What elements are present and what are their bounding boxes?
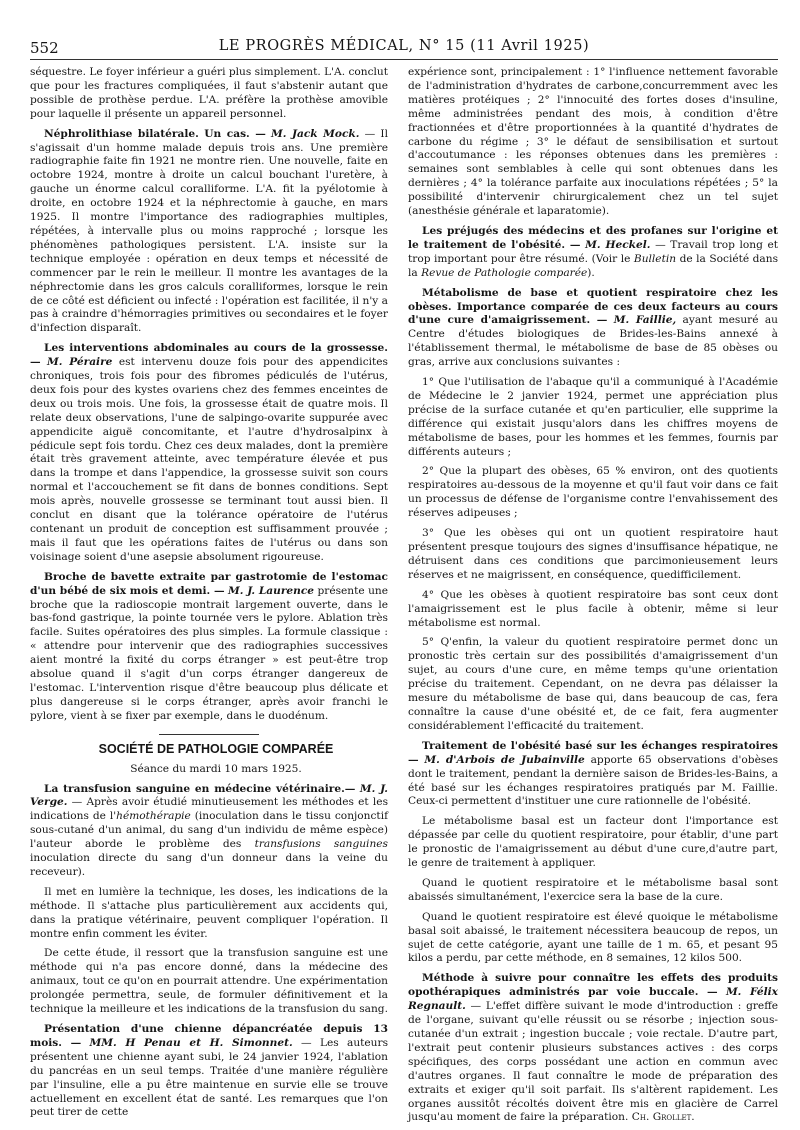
section-date: Séance du mardi 10 mars 1925.	[130, 762, 302, 775]
article-body: inoculation directe du sang d'un donneur dans la veine du receveur).	[30, 852, 388, 878]
article-body: ayant mesuré au Centre d'études biologiques de Brides-les-Bains annexé à l'établissement thermal, le métabolisme de base de 85 obèses ou gras, arrive aux conclusions suivantes :	[408, 314, 778, 369]
article-body: est intervenu douze fois pour des appendicites chroniques, trois fois pour des fibromes pédiculés de l'utérus, deux fois pour des kystes ovariens chez des femmes enceintes de deux ou trois mois. Une fois, la grossesse était de quatre mois. Il relate deux observations, l'une de salpingo-ovarite suppurée avec appendicite aiguë concomitante, et l'autre d'hydrosalpinx à pédicule sept fois tordu. Chez ces deux malades, dont la première était très gravement atteinte, avec température élevée et pus dans la trompe et dans l'appendice, la grossesse suivit son cours normal et l'accouchement se fit dans de bonnes conditions. Sept mois après, nouvelle grossesse se terminant tout aussi bien. Il conclut en disant que la tolérance opératoire de l'utérus contenant un produit de conception est suffisamment prouvée ; mais il faut que les opérations faites de l'utérus ou dans son voisinage soient d'une asepsie absolument rigoureuse.	[30, 356, 388, 563]
conclusion-item: 3° Que les obèses qui ont un quotient respiratoire haut présentent presque toujours des signes d'insuffisance hépatique, ne détruisent dans ces conditions que parcimonieusement leurs réserves et ne maigrissent, en conséquence, quedifficilement.	[408, 527, 778, 581]
conclusion-item: 5° Q'enfin, la valeur du quotient respiratoire permet donc un pronostic très certain sur des possibilités d'amaigrissement d'un sujet, au cours d'une cure, en même temps qu'une orientation précise du traitement. Cependant, on ne devra pas délaisser la mesure du métabolisme de base qui, dans beaucoup de cas, fera connaître la cause d'une obésité et, de ce fait, fera augmenter considérablement l'efficacité du traitement.	[408, 636, 778, 732]
journal-title: LE PROGRÈS MÉDICAL, N° 15 (11 Avril 1925)	[218, 38, 590, 54]
article-body: de la Société dans la	[408, 252, 779, 279]
article-author: M. Faillie,	[613, 314, 677, 327]
paragraph: Quand le quotient respiratoire et le métabolisme basal sont abaissés simultanément, l'exercice sera la base de la cure.	[408, 876, 778, 903]
article-body: apporte 65 observations d'obèses dont le traitement, pendant la dernière saison de Brides-les-Bains, a été basé sur les échanges respiratoires pratiqués par M. Faillie. Ceux-ci permettent d'instituer une cure rationnelle de l'obésité.	[408, 753, 779, 808]
article-italic: Bulletin	[633, 252, 677, 265]
right-column	[408, 66, 778, 1125]
article-title: La transfusion sanguine en médecine vétérinaire.—	[44, 782, 356, 795]
article-author: M. J. Laurence	[228, 584, 315, 597]
article-traitement	[408, 740, 778, 810]
article-body: présente une broche que la radioscopie montrait largement ouverte, dans le bas-fond gastrique, la pointe tournée vers le pylore. Ablation très facile. Suites opératoires des plus simples. La formule classique : « attendre pour intervenir que des radiographies successives aient montré la fixité du corps étranger » est peut-être trop absolue quand il s'agit d'un corps étranger dangereux de l'estomac. L'intervention risque d'être beaucoup plus délicate et plus dangereuse si le corps étranger, après avoir franchi le pylore, vient à se fixer par exemple, dans le duodénum.	[30, 584, 388, 722]
article-title: Broche de bavette extraite par gastrotomie de l'estomac d'un bébé de six mois et demi. —	[30, 570, 388, 597]
left-column	[30, 66, 388, 1120]
article-methode	[408, 972, 778, 1125]
article-body: ).	[587, 266, 595, 279]
article-title: Métabolisme de base et quotient respiratoire chez les obèses. Importance comparée de ces deux facteurs au cours d'une cure d'amaigrissement. —	[408, 286, 778, 327]
article-body: — Il s'agissait d'un homme malade depuis trois ans. Une première radiographie faite fin 1921 ne montre rien. Une nouvelle, faite en octobre 1924, montre à droite un calcul bouchant l'uretère, à gauche un énorme calcul coralliforme. L'A. fit la pyélotomie à droite, en octobre 1924 et la néphrectomie à gauche, en mars 1925. Il montre l'importance des radiographies multiples, répétées, à intervalle plus ou moins rapproché ; lorsque les phénomènes pathologiques persistent. L'A. insiste sur la technique employée : opération en deux temps et nécessité de commencer par le rein le meilleur. Il montre les avantages de la néphrectomie dans les gros calculs coralliformes, lorsque le rein de ce côté est déficient ou infecté : l'opération est facilitée, il n'y a pas à craindre d'hémorragies primitives ou secondaires et le foyer d'infection disparaît.	[30, 127, 389, 335]
section-divider	[159, 734, 259, 735]
article-body: — Après avoir étudié minutieusement les méthodes et les indications de l'	[30, 796, 389, 823]
article-chienne	[30, 1023, 388, 1120]
article-metabolisme	[408, 287, 778, 370]
paragraph: Quand le quotient respiratoire est élevé quoique le métabolisme basal soit abaissé, le traitement nécessitera beaucoup de repos, un sujet de cette catégorie, ayant une taille de 1 m. 65, et pesant 95 kilos a perdu, par cette méthode, en 8 semaines, 12 kilos 500.	[408, 910, 778, 965]
article-author: M. Jack Mock.	[271, 127, 360, 140]
article-author: MM. H Penau et H. Simonnet.	[89, 1036, 293, 1049]
article-title: Les interventions abdominales au cours de la grossesse. —	[30, 342, 388, 369]
article-title: Néphrolithiase bilatérale. Un cas. —	[44, 127, 266, 140]
page-number: 552	[30, 39, 59, 57]
article-italic: hémothérapie	[116, 810, 191, 823]
article-title: Méthode à suivre pour connaître les effets des produits opothérapiques administrés par voie buccale. —	[408, 972, 778, 999]
signature: Ch. Grollet.	[631, 1111, 695, 1124]
article-nephrolithiase	[30, 128, 388, 337]
article-broche	[30, 571, 388, 724]
article-title: Présentation d'une chienne dépancréatée depuis 13 mois. —	[30, 1023, 388, 1049]
running-header	[30, 37, 778, 60]
conclusion-item: 4° Que les obèses à quotient respiratoire bas sont ceux dont l'amaigrissement est le plus facile à obtenir, même si leur métabolisme est normal.	[408, 588, 778, 629]
conclusion-item: 2° Que la plupart des obèses, 65 % environ, ont des quotients respiratoires au-dessous de la moyenne et qu'il faut voir dans ce fait un processus de défense de l'organisme contre l'envahissement des réserves adipeuses ;	[408, 465, 778, 520]
article-prejuges	[408, 225, 778, 281]
paragraph: Il met en lumière la technique, les doses, les indications de la méthode. Il s'attache plus particulièrement aux accidents qui, dans la pratique vétérinaire, peuvent compliquer l'opération. Il montre enfin comment les éviter.	[30, 885, 388, 940]
section-title: SOCIÉTÉ DE PATHOLOGIE COMPARÉE	[98, 741, 334, 756]
article-title: Les préjugés des médecins et des profanes sur l'origine et le traitement de l'obésité. —	[408, 224, 778, 251]
article-italic: Revue de Pathologie comparée	[421, 266, 588, 279]
article-author: M. J. Verge.	[30, 782, 388, 809]
article-transfusion	[30, 783, 388, 880]
article-title: Traitement de l'obésité basé sur les échanges respiratoires —	[408, 739, 778, 766]
article-body: — L'effet diffère suivant le mode d'introduction : greffe de l'organe, suivant qu'elle réussit ou se résorbe ; injection sous-cutanée d'un extrait ; ingestion buccale ; voie rectale. D'autre part, l'extrait peut contenir plusieurs substances actives : des corps spécifiques, des corps possédant une action en commun avec d'autres organes. Il faut connaître le mode de préparation des extraits et exiger qu'il soit parfait. Ils s'altèrent rapidement. Les organes aussitôt récoltés doivent être mis en glacière de Carrel jusqu'au moment de faire la préparation.	[408, 1000, 778, 1124]
article-author: M. Heckel.	[585, 238, 651, 251]
paragraph: expérience sont, principalement : 1° l'influence nettement favorable de l'administration d'hydrates de carbone,concurremment avec les matières protéiques ; 2° l'innocuité des fortes doses d'insuline, même administrées pendant des mois, à condition d'être fractionnées et d'être proportionnées à la quantité d'hydrates de carbone du régime ; 3° le défaut de sensibilisation et surtout d'accoutumance : les réponses obtenues dans les premières : semaines sont semblables à celle qui sont obtenues dans les dernières ; 4° la tolérance parfaite aux inoculations répétées ; 5° la possibilité d'intervenir chirurgicalement chez un tel sujet (anesthésie générale et laparatomie).	[408, 66, 778, 218]
paragraph: De cette étude, il ressort que la transfusion sanguine est une méthode qui n'a pas encore donné, dans la médecine des animaux, tout ce qu'on en pourrait attendre. Une expérimentation prolongée permettra, seule, de formuler définitivement et la technique la meilleure et les indications de la transfusion du sang.	[30, 947, 388, 1016]
article-author: M. d'Arbois de Jubainville	[424, 753, 585, 766]
article-body: — Travail trop long et trop important pour être résumé. (Voir le	[408, 238, 778, 265]
article-grossesse	[30, 342, 388, 565]
article-italic: transfusions sanguines	[254, 838, 388, 851]
article-body: (inoculation dans le tissu conjonctif sous-cutané d'un animal, du sang d'un individu de même espèce) l'auteur aborde le problème des	[30, 810, 388, 851]
article-author: M. Félix Regnault.	[408, 986, 778, 1013]
article-author: M. Péraire	[47, 356, 113, 369]
article-body: — Les auteurs présentent une chienne ayant subi, le 24 janvier 1924, l'ablation du pancréas en un seul temps. Traitée d'une manière régulière par l'insuline, elle a pu être maintenue en survie elle se trouve actuellement en excellent état de santé. Les remarques que l'on peut tirer de cette	[30, 1036, 389, 1119]
paragraph: Le métabolisme basal est un facteur dont l'importance est dépassée par celle du quotient respiratoire, pour établir, d'une part le pronostic de l'amaigrissement au début d'une cure,d'autre part, le genre de traitement à appliquer.	[408, 815, 778, 870]
conclusion-item: 1° Que l'utilisation de l'abaque qu'il a communiqué à l'Académie de Médecine le 2 janvier 1924, permet une appréciation plus précise de la surface cutanée et qu'en particulier, elle supprime la différence qui existait jusqu'alors dans les chiffres moyens de métabolisme de bases, pour les hommes et les femmes, fournis par différents auteurs ;	[408, 376, 778, 458]
paragraph: séquestre. Le foyer inférieur a guéri plus simplement. L'A. conclut que pour les fractures compliquées, il faut s'abstenir autant que possible de prothèse perdue. L'A. préfère la prothèse amovible pour laquelle il présente un appareil personnel.	[30, 66, 388, 120]
